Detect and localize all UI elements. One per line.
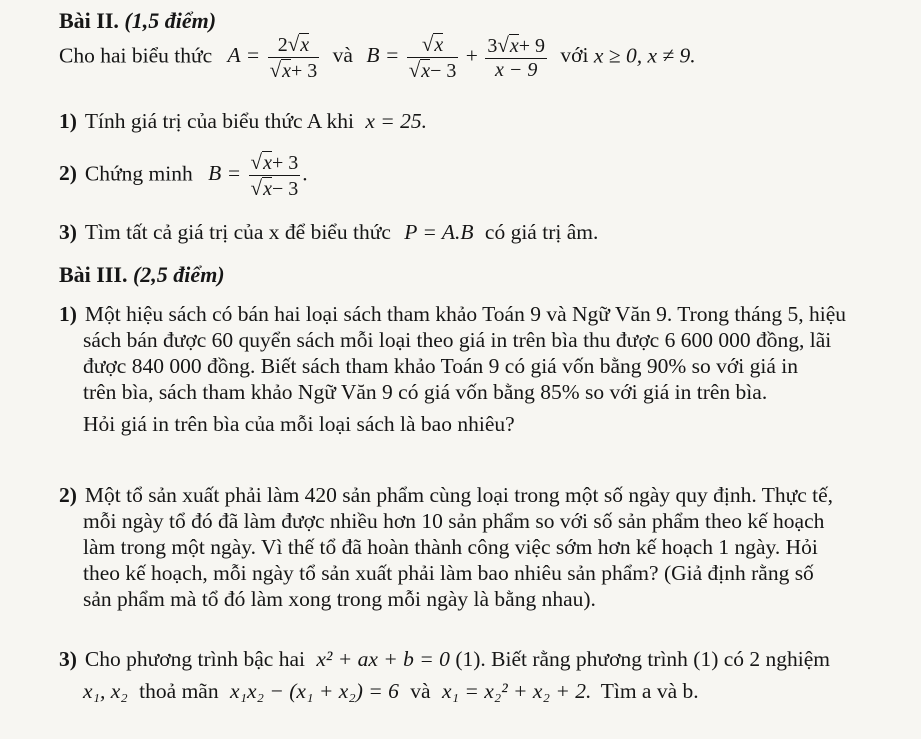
section-2-points: (1,5 điểm) <box>124 8 217 33</box>
radicand: x <box>421 60 431 82</box>
problem-text: Một tổ sản xuất phải làm 420 sản phẩm cùng loại trong một số ngày quy định. Thực tế, <box>84 483 834 507</box>
problem-number: 3) <box>59 647 77 671</box>
problem-text: Biết rằng phương trình (1) có 2 nghiệm <box>491 647 831 671</box>
question-tail: có giá trị âm. <box>484 220 599 244</box>
domain-condition: x ≥ 0, x ≠ 9. <box>593 43 696 68</box>
question-math: P = A.B <box>404 220 474 244</box>
proof-denominator <box>249 175 301 201</box>
question-2-3 <box>59 220 598 246</box>
expr-b-lhs: B = <box>366 43 400 68</box>
expr-b-f2-num-tail: + 9 <box>518 35 546 57</box>
section-2-label: Bài II. <box>59 8 119 33</box>
question-text: Tính giá trị của biểu thức A khi <box>84 109 354 133</box>
sqrt-symbol: √x <box>250 150 272 174</box>
expr-b-f2-denominator: x − 9 <box>485 58 547 82</box>
question-number: 3) <box>59 220 77 244</box>
expr-a-lhs: A = <box>227 43 261 68</box>
expr-a-fraction <box>268 32 320 83</box>
expr-a-num-coef: 2 <box>277 34 288 56</box>
proof-fraction <box>249 150 301 201</box>
question-text: Tìm tất cả giá trị của x để biểu thức <box>84 220 391 244</box>
problem-text: Cho phương trình bậc hai <box>84 647 305 671</box>
problem-3-2 <box>59 482 833 612</box>
and-text: và <box>410 679 431 703</box>
quadratic-equation: x² + ax + b = 0 <box>316 647 450 671</box>
sqrt-symbol: √x <box>250 176 272 200</box>
problem-line: trên bìa, sách tham khảo Ngữ Văn 9 có giá vốn bằng 85% so với giá in trên bìa. <box>83 380 768 404</box>
problem-number: 2) <box>59 483 77 507</box>
section-3-label: Bài III. <box>59 262 128 287</box>
expr-a-denominator <box>268 57 320 83</box>
radicand: x <box>509 35 519 57</box>
roots: x₁, x₂ <box>83 679 128 703</box>
question-text: Chứng minh <box>84 161 193 186</box>
radicand: x <box>282 60 291 82</box>
problem-3-1 <box>59 301 846 437</box>
problem-number: 1) <box>59 302 77 326</box>
radicand: x <box>263 178 272 200</box>
problem-line <box>59 482 833 508</box>
problem-line <box>83 675 830 707</box>
condition-prefix: với <box>560 43 589 68</box>
sqrt-symbol: √x <box>497 33 519 57</box>
proof-den-tail: − 3 <box>271 178 299 200</box>
problem-line: sách bán được 60 quyển sách mỗi loại theo giá in trên bìa thu được 6 600 000 đồng, lãi <box>83 328 832 352</box>
plus-sign: + <box>465 43 478 68</box>
section-2-title <box>59 8 216 34</box>
radicand: x <box>300 34 310 56</box>
sqrt-symbol: √x <box>269 58 291 82</box>
question-number: 1) <box>59 109 77 133</box>
problem-text: thoả mãn <box>139 679 219 703</box>
problem-3-3 <box>59 643 830 707</box>
problem-line: làm trong một ngày. Vì thế tổ đã hoàn thành công việc sớm hơn kế hoạch 1 ngày. Hỏi <box>83 535 818 559</box>
proof-num-tail: + 3 <box>271 152 299 174</box>
question-2-1 <box>59 109 427 135</box>
and-text: và <box>332 43 353 68</box>
section-3-title <box>59 262 225 288</box>
problem-line: sản phẩm mà tổ đó làm xong trong mỗi ngày là bằng nhau). <box>83 587 596 611</box>
period: . <box>302 161 308 186</box>
proof-numerator <box>249 150 301 175</box>
condition-1: x₁x₂ − (x₁ + x₂) = 6 <box>229 679 399 703</box>
question-number: 2) <box>59 161 77 186</box>
expr-a-den-tail: + 3 <box>290 60 318 82</box>
question-math: x = 25. <box>365 109 427 133</box>
expr-a-numerator <box>268 32 320 57</box>
section-2-intro <box>59 32 696 83</box>
coef: 3 <box>487 35 498 57</box>
equation-label: (1). <box>455 647 486 671</box>
sqrt-symbol: √x <box>421 32 444 56</box>
intro-text: Cho hai biểu thức <box>59 43 213 68</box>
radicand: x <box>434 34 444 56</box>
section-3-points: (2,5 điểm) <box>132 262 225 287</box>
problem-line: mỗi ngày tổ đó đã làm được nhiều hơn 10 sản phẩm so với số sản phẩm theo kế hoạch <box>83 509 825 533</box>
expr-b-fraction-2 <box>485 33 547 82</box>
expr-b-f1-denominator <box>407 57 459 83</box>
sqrt-symbol: √x <box>287 32 310 56</box>
sqrt-symbol: √x <box>408 58 431 82</box>
problem-text: Tìm a và b. <box>600 679 699 703</box>
problem-line <box>59 301 846 327</box>
problem-line: Hỏi giá in trên bìa của mỗi loại sách là bao nhiêu? <box>83 412 515 436</box>
question-2-2 <box>59 150 308 201</box>
condition-2: x₁ = x₂² + x₂ + 2. <box>441 679 592 703</box>
expr-b-fraction-1 <box>407 32 459 83</box>
expr-b-f1-numerator <box>407 32 459 57</box>
problem-line: theo kế hoạch, mỗi ngày tổ sản xuất phải làm bao nhiêu sản phẩm? (Giả định rằng số <box>83 561 814 585</box>
expr-b-f2-numerator <box>485 33 547 58</box>
expr-b-lhs: B = <box>208 161 242 186</box>
radicand: x <box>263 152 272 174</box>
problem-line: được 840 000 đồng. Biết sách tham khảo Toán 9 có giá vốn bằng 90% so với giá in <box>83 354 799 378</box>
problem-line <box>59 643 830 675</box>
expr-b-f1-den-tail: − 3 <box>430 60 457 82</box>
problem-text: Một hiệu sách có bán hai loại sách tham khảo Toán 9 và Ngữ Văn 9. Trong tháng 5, hiệu <box>84 302 847 326</box>
